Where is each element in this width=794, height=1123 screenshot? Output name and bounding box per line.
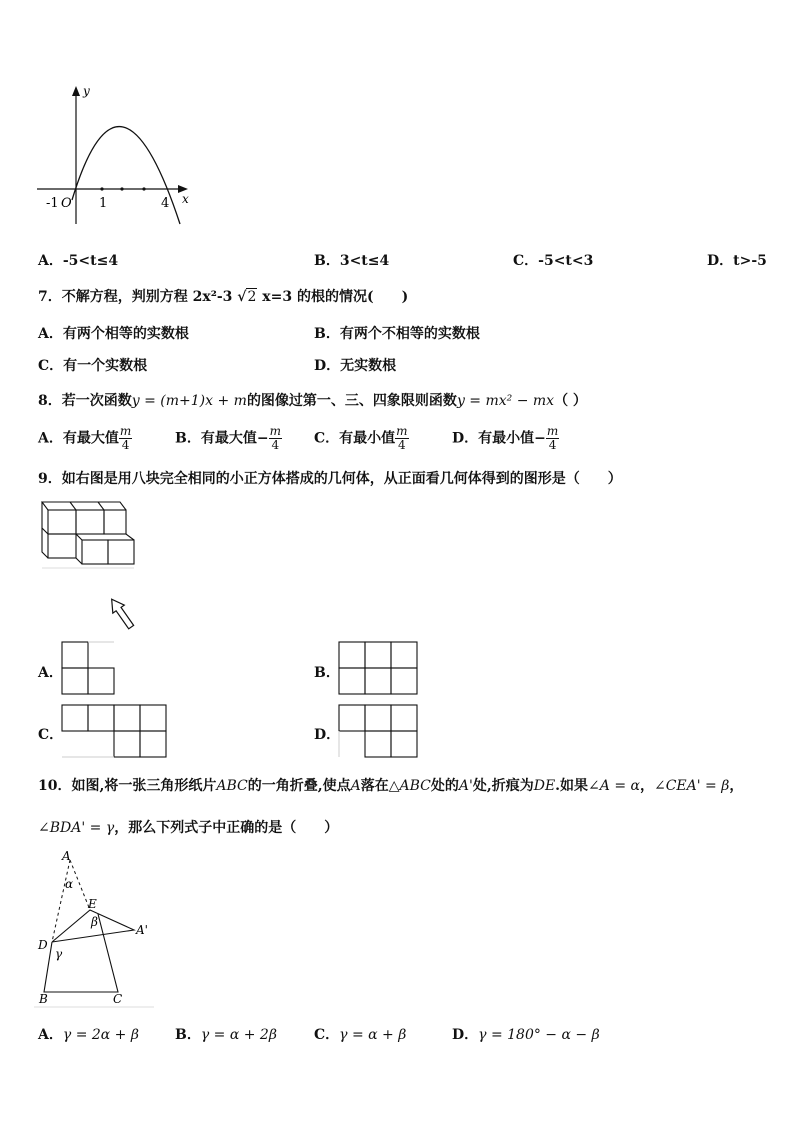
q7-option-c: C．有一个实数根 [38, 358, 148, 374]
q7-option-d: D．无实数根 [314, 358, 397, 374]
view-direction-arrow-icon [106, 595, 137, 631]
q8-option-c-text: C．有最小值 [314, 430, 396, 447]
q6-option-d: D．t>-5 [707, 253, 767, 269]
q10-stem-line1 [38, 775, 743, 795]
fraction-numerator: m [546, 424, 559, 438]
q9-option-c-figure [60, 703, 170, 759]
q8-option-a-text: A．有最大值 [38, 430, 119, 447]
q7-number: 7． [38, 289, 62, 305]
q10-option-c-expr: γ = α + β [339, 1027, 407, 1043]
label-gamma: γ [55, 947, 63, 961]
q10-math-angle-a: ∠A = α [588, 778, 640, 794]
q8-option-b [175, 425, 282, 452]
q8-fraction [269, 425, 282, 452]
q9-stem [38, 468, 622, 488]
q9-stem-text: 如右图是用八块完全相同的小正方体搭成的几何体，从正面看几何体得到的图形是（ ） [61, 471, 622, 487]
tick-label-1: 1 [99, 196, 108, 211]
q10-text: 落在 [360, 778, 389, 794]
label-D: D [38, 938, 48, 952]
q9-option-b-figure [337, 640, 419, 696]
q9-option-d-label: D． [314, 727, 341, 743]
q10-math-angle-bda: ∠BDA' = γ [38, 820, 115, 836]
fraction-numerator: m [396, 424, 408, 438]
q8-quadratic-function: y = mx² − mx [456, 393, 555, 409]
cube-stack-figure [38, 496, 138, 636]
y-axis-arrow [72, 86, 80, 96]
q10-text: 的一角折叠,使点 [247, 778, 351, 794]
x-axis-label: x [182, 192, 189, 206]
q10-option-a [38, 1024, 139, 1044]
q10-number: 10． [38, 778, 72, 794]
q10-option-b-label: B． [175, 1027, 201, 1043]
q10-option-d-expr: γ = 180° − α − β [478, 1027, 600, 1043]
y-axis-label: y [83, 84, 90, 98]
q6-option-c: C．-5<t<3 [513, 253, 594, 269]
q8-option-d-text: D．有最小值− [452, 430, 546, 447]
fraction-denominator: 4 [271, 438, 280, 452]
q10-math-angle-cea: ∠CEA' = β [653, 778, 730, 794]
label-A: A [62, 849, 71, 863]
q9-option-c-label: C． [38, 727, 64, 743]
folded-triangle-figure [34, 846, 154, 1008]
q8-linear-function: y = (m+1)x + m [131, 393, 247, 409]
q9-number: 9． [38, 471, 62, 487]
label-alpha: α [65, 877, 74, 891]
q7-stem-before: 不解方程，判别方程 2x²-3 [61, 289, 233, 305]
q6-option-b: B．3<t≤4 [314, 253, 390, 269]
fraction-numerator: m [119, 424, 132, 438]
q8-text-b: 的图像过第一、三、四象限则函数 [246, 393, 457, 409]
fraction-numerator: m [269, 424, 281, 438]
q10-text: .如果 [555, 778, 589, 794]
q7-stem: 7．不解方程，判别方程 2x²-3 √2 x=3 的根的情况( ) [38, 289, 409, 305]
q10-text: ， [639, 778, 654, 794]
q10-math-a-prime: A' [458, 778, 473, 794]
q8-option-c [314, 425, 409, 452]
q8-stem [38, 390, 587, 410]
parabola-graph [32, 82, 197, 227]
q10-option-c-label: C． [314, 1027, 340, 1043]
q9-option-b-label: B． [314, 665, 340, 681]
q10-math-triangle: △ABC [388, 778, 431, 794]
fraction-denominator: 4 [398, 438, 406, 452]
fraction-denominator: 4 [121, 438, 130, 452]
q10-option-b-expr: γ = α + 2β [200, 1027, 277, 1043]
fraction-denominator: 4 [548, 438, 557, 452]
q7-option-a: A．有两个相等的实数根 [38, 326, 189, 342]
q8-number: 8． [38, 393, 62, 409]
q10-text: ，那么下列式子中正确的是（ ） [114, 820, 339, 836]
q8-option-d [452, 425, 559, 452]
q7-sqrt: 2 [247, 289, 257, 305]
q10-text: ， [729, 778, 744, 794]
q10-option-c [314, 1024, 406, 1044]
tick-label-4: 4 [161, 196, 170, 211]
label-E: E [88, 897, 97, 911]
q8-fraction [119, 425, 132, 452]
q7-stem-after: x=3 的根的情况( ) [262, 289, 409, 305]
q8-fraction [546, 425, 559, 452]
label-beta: β [91, 915, 98, 929]
q7-option-b: B．有两个不相等的实数根 [314, 326, 480, 342]
q10-stem-line2 [38, 817, 338, 837]
q9-option-a-label: A． [38, 665, 63, 681]
label-C: C [113, 992, 123, 1006]
q10-option-d [452, 1024, 600, 1044]
q10-option-d-label: D． [452, 1027, 479, 1043]
q9-option-a-figure [60, 640, 118, 696]
q8-option-b-text: B．有最大值− [175, 430, 269, 447]
q10-math-abc: ABC [216, 778, 248, 794]
q10-text: 处,折痕为 [472, 778, 534, 794]
q6-option-a: A．-5<t≤4 [38, 253, 119, 269]
q8-fraction [395, 425, 408, 452]
q10-text: 如图,将一张三角形纸片 [71, 778, 217, 794]
q9-option-d-figure [337, 703, 421, 759]
q10-option-b [175, 1024, 277, 1044]
q8-text-a: 若一次函数 [61, 393, 132, 409]
q10-text: 处的 [430, 778, 459, 794]
q10-option-a-expr: γ = 2α + β [62, 1027, 139, 1043]
q8-text-c: （ ） [554, 393, 587, 409]
q10-math-a: A [350, 778, 361, 794]
origin-label: O [61, 196, 72, 211]
q10-option-a-label: A． [38, 1027, 63, 1043]
q10-math-de: DE [533, 778, 556, 794]
q8-option-a [38, 425, 132, 452]
tick-label-neg1: -1 [46, 196, 59, 211]
label-B: B [39, 992, 48, 1006]
label-A-prime: A' [136, 923, 148, 937]
